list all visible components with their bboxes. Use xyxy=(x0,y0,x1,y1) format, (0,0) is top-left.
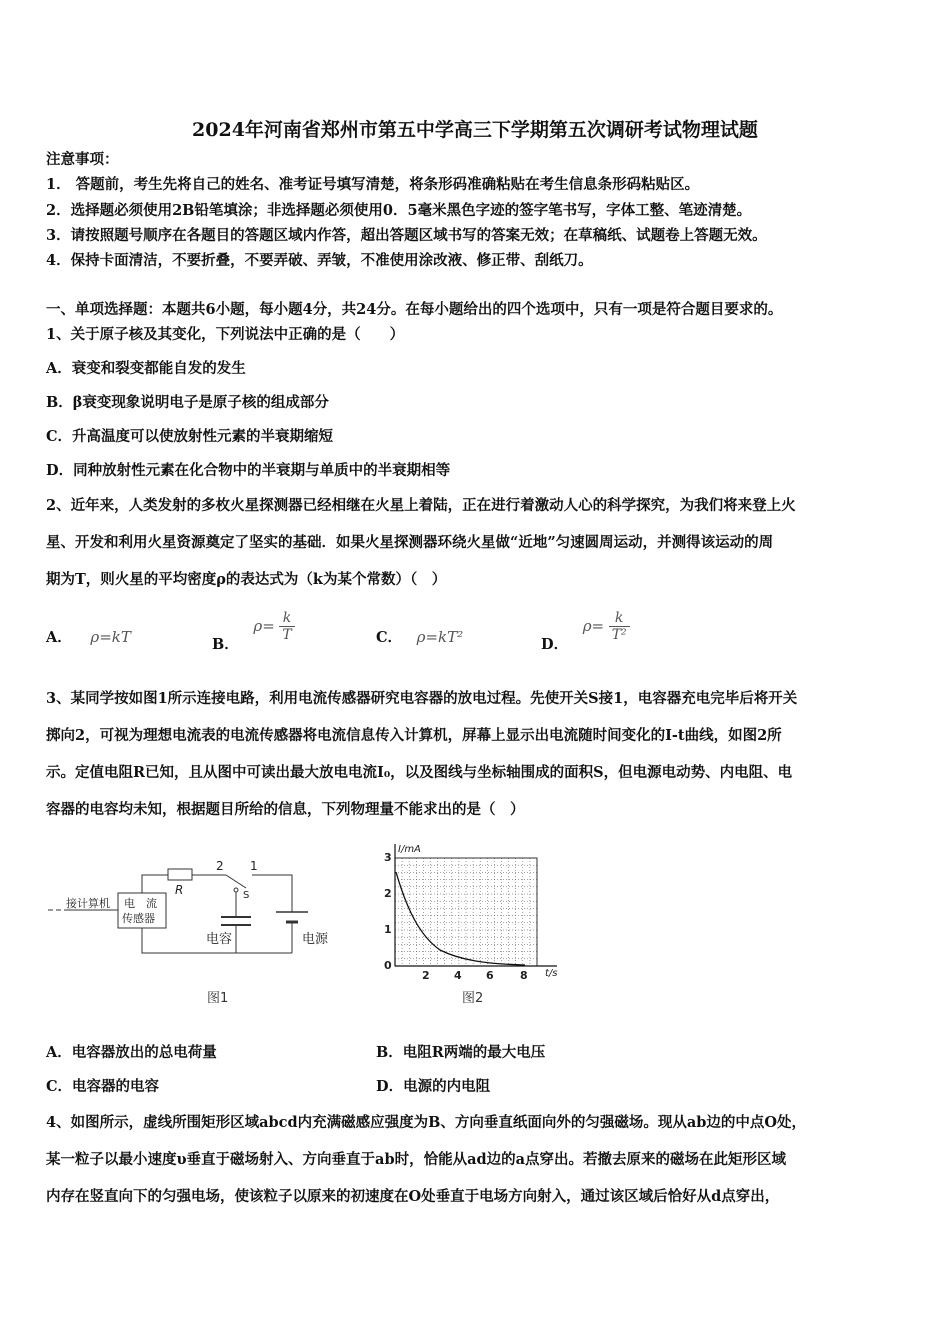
capacitor-label: 电容 xyxy=(206,932,233,947)
graph-x-axis-label: t/s xyxy=(545,968,558,979)
q2-option-b-numerator: k xyxy=(279,610,294,627)
q2-stem-line3: 期为T，则火星的平均密度ρ的表达式为（k为某个常数）（ ） xyxy=(46,571,447,588)
figure-1-caption: 图1 xyxy=(207,991,229,1006)
q3-option-b: B．电阻R两端的最大电压 xyxy=(376,1044,546,1061)
q3-option-c: C．电容器的电容 xyxy=(46,1078,160,1095)
q2-option-d-fraction xyxy=(609,610,630,643)
graph-ytick-2: 2 xyxy=(384,887,392,900)
source-label: 电源 xyxy=(302,932,329,947)
q2-option-d xyxy=(541,610,630,653)
switch-position-1: 1 xyxy=(250,859,258,873)
q3-stem-line4: 容器的电容均未知，根据题目所给的信息，下列物理量不能求出的是（ ） xyxy=(46,801,525,818)
graph-ytick-0: 0 xyxy=(384,959,392,972)
current-time-graph xyxy=(375,840,575,1015)
q2-option-c xyxy=(376,628,463,647)
circuit-computer-label: 接计算机 xyxy=(66,897,110,910)
discharge-curve xyxy=(396,872,525,965)
q1-option-b: B．β衰变现象说明电子是原子核的组成部分 xyxy=(46,394,329,411)
q2-option-d-rho: ρ= xyxy=(582,616,605,635)
switch-s-blade xyxy=(226,875,246,888)
circuit-top-left-wire xyxy=(142,875,168,893)
q2-stem-line2: 星、开发和利用火星资源奠定了坚实的基础．如果火星探测器环绕火星做“近地”匀速圆周运动，并测得该运动的周 xyxy=(46,534,774,551)
page-title: 2024年河南省郑州市第五中学高三下学期第五次调研考试物理试题 xyxy=(192,119,758,141)
current-sensor-label-bottom: 传感器 xyxy=(122,912,155,925)
q2-option-b-rho: ρ= xyxy=(253,616,275,635)
q2-option-a-formula: ρ=kT xyxy=(90,628,131,646)
switch-s-pivot xyxy=(234,888,238,892)
q3-option-a: A．电容器放出的总电荷量 xyxy=(46,1044,217,1061)
notice-item-3: 3．请按照题号顺序在各题目的答题区域内作答，超出答题区域书写的答案无效；在草稿纸、试题卷上答题无效。 xyxy=(46,227,767,244)
q1-option-d: D．同种放射性元素在化合物中的半衰期与单质中的半衰期相等 xyxy=(46,462,451,479)
q3-stem-line3: 示。定值电阻R已知，且从图中可读出最大放电电流I₀，以及图线与坐标轴围成的面积S，但电源电动势、内电阻、电 xyxy=(46,764,793,781)
circuit-diagram xyxy=(40,850,350,1015)
notice-heading: 注意事项： xyxy=(46,151,119,168)
q2-stem-line1: 2、近年来，人类发射的多枚火星探测器已经相继在火星上着陆，正在进行着激动人心的科学探究，为我们将来登上火 xyxy=(46,497,796,514)
graph-ytick-1: 1 xyxy=(384,923,392,936)
graph-xtick-4: 4 xyxy=(454,969,462,982)
q2-option-b-label: B． xyxy=(212,635,239,653)
q2-option-d-denominator: T² xyxy=(611,627,627,643)
q2-option-b-fraction xyxy=(279,610,294,643)
section-heading: 一、单项选择题：本题共6小题，每小题4分，共24分。在每小题给出的四个选项中，只有一项是符合题目要求的。 xyxy=(46,301,783,318)
q1-option-c: C．升高温度可以使放射性元素的半衰期缩短 xyxy=(46,428,334,445)
switch-s-label: S xyxy=(243,890,250,901)
notice-item-2: 2．选择题必须使用2B铅笔填涂；非选择题必须使用0．5毫米黑色字迹的签字笔书写，字体工整、笔迹清楚。 xyxy=(46,202,752,219)
notice-item-1: 1． 答题前，考生先将自己的姓名、准考证号填写清楚，将条形码准确粘贴在考生信息条形码粘贴区。 xyxy=(46,176,700,193)
graph-y-axis-label: I/mA xyxy=(398,844,421,855)
graph-grid xyxy=(395,858,537,966)
q3-option-d: D．电源的内电阻 xyxy=(376,1078,491,1095)
q4-stem-line1: 4、如图所示，虚线所围矩形区域abcd内充满磁感应强度为B、方向垂直纸面向外的匀强磁场。现从ab边的中点O处， xyxy=(46,1114,807,1131)
q2-option-b-denominator: T xyxy=(282,627,292,643)
circuit-top-right-wire xyxy=(252,875,292,912)
q2-option-d-numerator: k xyxy=(609,610,630,627)
q3-stem-line1: 3、某同学按如图1所示连接电路，利用电流传感器研究电容器的放电过程。先使开关S接1，电容器充电完毕后将开关 xyxy=(46,690,798,707)
q4-stem-line3: 内存在竖直向下的匀强电场，使该粒子以原来的初速度在O处垂直于电场方向射入，通过该区域后恰好从d点穿出， xyxy=(46,1188,780,1205)
figure-2-caption: 图2 xyxy=(462,991,484,1006)
q2-option-b xyxy=(212,610,295,653)
q4-stem-line2: 某一粒子以最小速度υ垂直于磁场射入、方向垂直于ab时，恰能从ad边的a点穿出。若撤去原来的磁场在此矩形区域 xyxy=(46,1151,787,1168)
q2-option-a-label: A． xyxy=(46,629,72,646)
resistor-r xyxy=(168,869,192,880)
current-sensor-label-top: 电 流 xyxy=(124,897,157,910)
graph-xtick-8: 8 xyxy=(520,969,528,982)
q1-stem: 1、关于原子核及其变化，下列说法中正确的是（ ） xyxy=(46,326,405,343)
q2-option-c-formula: ρ=kT² xyxy=(416,628,464,646)
q2-option-c-label: C． xyxy=(376,629,403,646)
q2-option-d-label: D． xyxy=(541,635,569,653)
q3-stem-line2: 掷向2，可视为理想电流表的电流传感器将电流信息传入计算机，屏幕上显示出电流随时间变化的I-t曲线，如图2所 xyxy=(46,727,782,744)
switch-position-2: 2 xyxy=(216,859,224,873)
q2-option-a xyxy=(46,628,131,647)
q1-option-a: A．衰变和裂变都能自发的发生 xyxy=(46,360,246,377)
notice-item-4: 4．保持卡面清洁，不要折叠，不要弄破、弄皱，不准使用涂改液、修正带、刮纸刀。 xyxy=(46,252,593,269)
graph-xtick-6: 6 xyxy=(486,969,494,982)
resistor-r-label: R xyxy=(175,883,184,897)
graph-xtick-2: 2 xyxy=(422,969,430,982)
graph-ytick-3: 3 xyxy=(384,851,392,864)
